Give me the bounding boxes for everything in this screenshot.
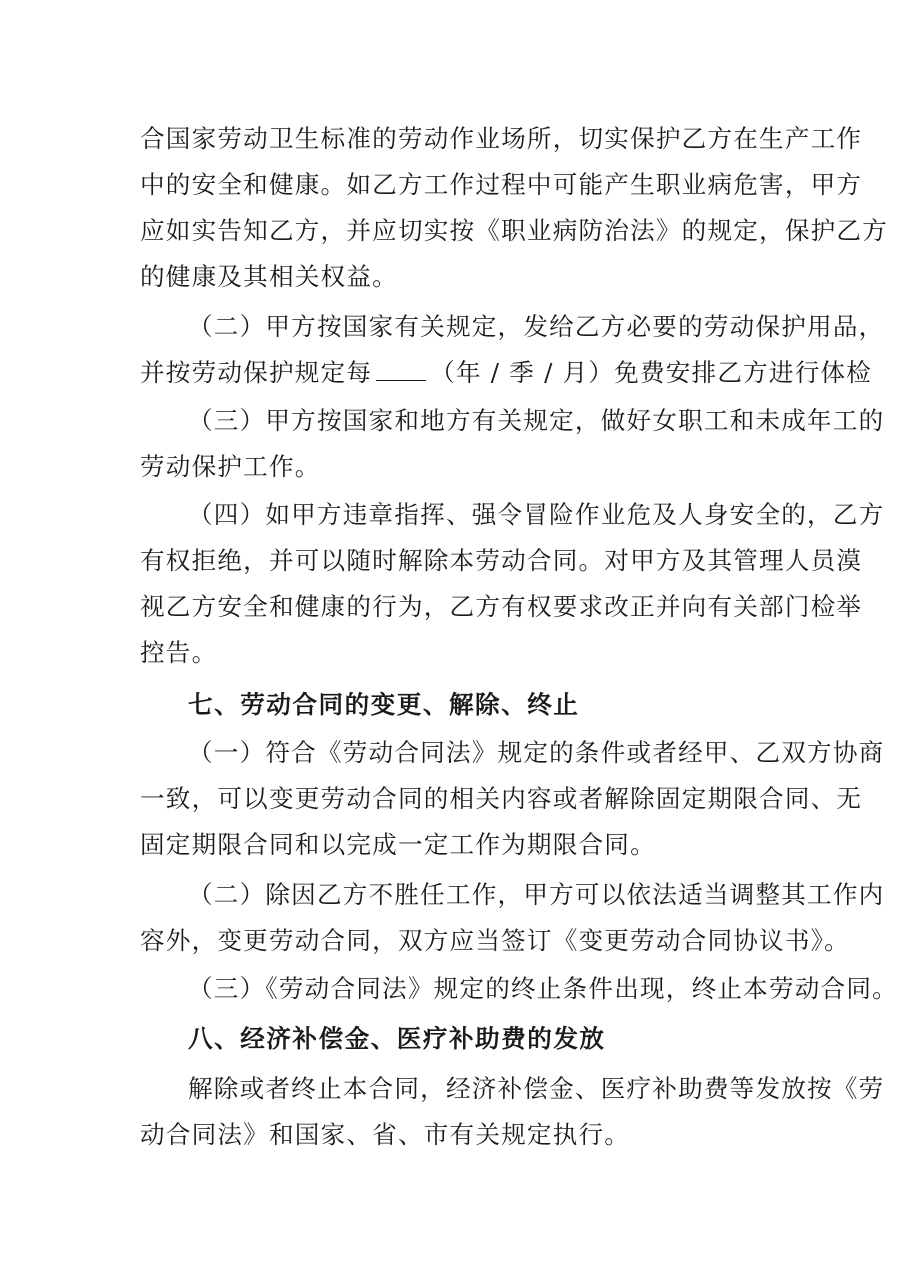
text-segment: （年 / 季 / 月）免费安排乙方进行体检 bbox=[430, 358, 873, 387]
text-line-with-blank bbox=[140, 358, 873, 388]
text-line: （一）符合《劳动合同法》规定的条件或者经甲、乙双方协商 bbox=[188, 738, 885, 767]
text-line: （三）甲方按国家和地方有关规定，做好女职工和未成年工的 bbox=[188, 406, 885, 435]
text-line: 合国家劳动卫生标准的劳动作业场所，切实保护乙方在生产工作 bbox=[140, 124, 863, 153]
text-line: 劳动保护工作。 bbox=[140, 452, 321, 481]
text-line: 应如实告知乙方，并应切实按《职业病防治法》的规定，保护乙方 bbox=[140, 216, 889, 245]
section-heading: 七、劳动合同的变更、解除、终止 bbox=[188, 690, 580, 719]
text-line: 控告。 bbox=[140, 638, 218, 667]
text-line: 有权拒绝，并可以随时解除本劳动合同。对甲方及其管理人员漠 bbox=[140, 546, 863, 575]
text-line: 容外，变更劳动合同，双方应当签订《变更劳动合同协议书》。 bbox=[140, 926, 850, 955]
text-line: 中的安全和健康。如乙方工作过程中可能产生职业病危害，甲方 bbox=[140, 170, 863, 199]
text-line: 解除或者终止本合同，经济补偿金、医疗补助费等发放按《劳 bbox=[188, 1074, 885, 1103]
text-line: 视乙方安全和健康的行为，乙方有权要求改正并向有关部门检举 bbox=[140, 592, 863, 621]
section-heading: 八、经济补偿金、医疗补助费的发放 bbox=[188, 1024, 606, 1053]
text-line: 一致，可以变更劳动合同的相关内容或者解除固定期限合同、无 bbox=[140, 784, 863, 813]
text-line: 动合同法》和国家、省、市有关规定执行。 bbox=[140, 1120, 631, 1149]
text-line: （二）除因乙方不胜任工作，甲方可以依法适当调整其工作内 bbox=[188, 880, 885, 909]
text-line: （二）甲方按国家有关规定，发给乙方必要的劳动保护用品， bbox=[188, 312, 885, 341]
text-line: 的健康及其相关权益。 bbox=[140, 262, 398, 291]
text-line: （三）《劳动合同法》规定的终止条件出现，终止本劳动合同。 bbox=[188, 974, 898, 1003]
text-line: 固定期限合同和以完成一定工作为期限合同。 bbox=[140, 830, 656, 859]
text-segment: 并按劳动保护规定每 bbox=[140, 358, 373, 387]
text-line: （四）如甲方违章指挥、强令冒险作业危及人身安全的，乙方 bbox=[188, 500, 885, 529]
fill-in-blank bbox=[376, 358, 426, 381]
